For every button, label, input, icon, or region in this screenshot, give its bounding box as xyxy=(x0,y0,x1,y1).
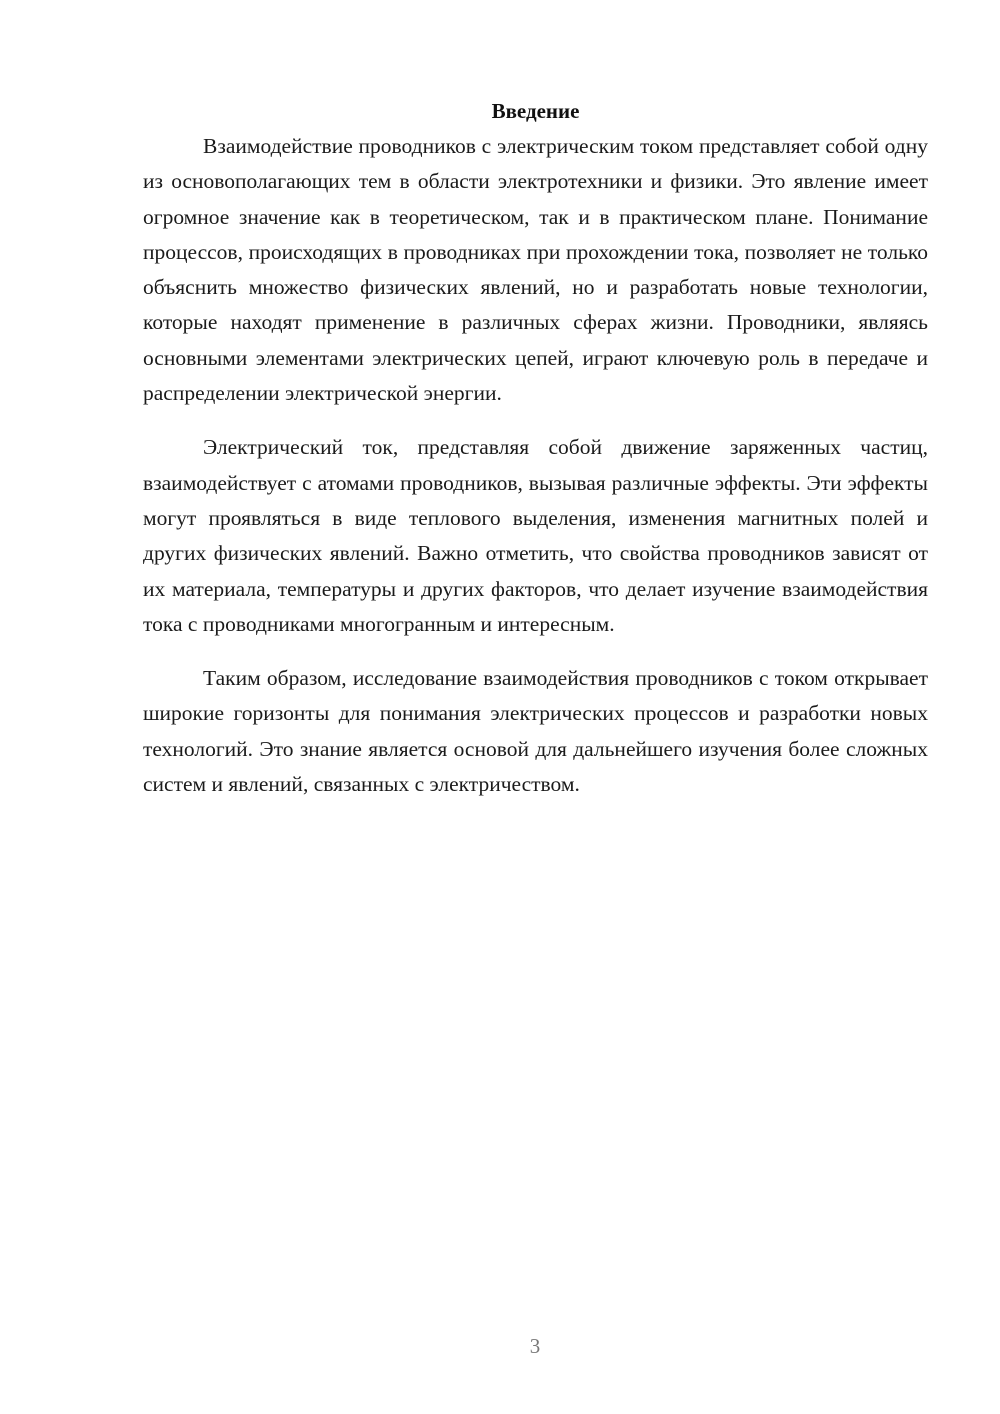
section-heading: Введение xyxy=(491,99,580,123)
page-content xyxy=(143,94,928,821)
paragraph-1: Взаимодействие проводников с электрическим током представляет собой одну из основополагающих тем в области электротехники и физики. Это явление имеет огромное значение как в теоретическом, так и в практическом плане. Понимание процессов, происходящих в проводниках при прохождении тока, позволяет не только объяснить множество физических явлений, но и разработать новые технологии, которые находят применение в различных сферах жизни. Проводники, являясь основными элементами электрических цепей, играют ключевую роль в передаче и распределении электрической энергии. xyxy=(143,134,928,406)
page-number: 3 xyxy=(529,1334,541,1358)
paragraph-2: Электрический ток, представляя собой движение заряженных частиц, взаимодействует с атомами проводников, вызывая различные эффекты. Эти эффекты могут проявляться в виде теплового выделения, изменения магнитных полей и других физических явлений. Важно отметить, что свойства проводников зависят от их материала, температуры и других факторов, что делает изучение взаимодействия тока с проводниками многогранным и интересным. xyxy=(143,435,928,636)
paragraph-3: Таким образом, исследование взаимодействия проводников с током открывает широкие горизонты для понимания электрических процессов и разработки новых технологий. Это знание является основой для дальнейшего изучения более сложных систем и явлений, связанных с электричеством. xyxy=(143,666,928,797)
